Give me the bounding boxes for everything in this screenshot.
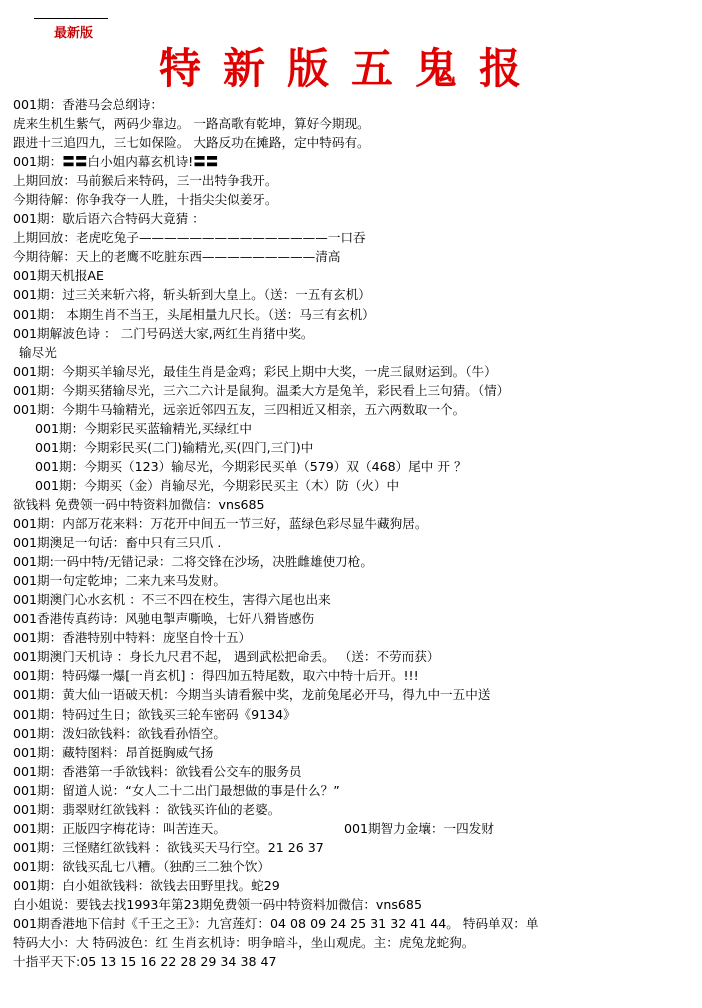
text-line: 001期：今期买猪输尽光，三六二六计是鼠狗。温柔大方是兔羊，彩民看上三句猜。（情） — [13, 382, 510, 398]
text-line: 001期澳门天机诗 ：身长九尺君不起， 遇到武松把命丢。 （送：不劳而获） — [13, 649, 440, 665]
text-line: 001期：歇后语六合特码大竟猜 ： — [13, 211, 205, 227]
text-line: 001期：今期买（123）输尽光，今期彩民买单（579）双（468）尾中 开 ？ — [35, 458, 467, 474]
text-line: 001期解波色诗 ： 二门号码送大家,两红生肖猪中奖。 — [13, 325, 314, 341]
text-line: 001期：泼妇欲钱料：欲钱看孙悟空。 — [13, 725, 226, 741]
text-line: 欲钱料 免费领一码中特资料加微信：vns685 — [13, 496, 265, 512]
text-line: 001期：欲钱买乱七八糟。（独酌三二独个饮） — [13, 858, 271, 874]
text-line-right: 001期智力金壤：一四发财 — [343, 820, 494, 836]
text-line: 001期：翡翠财红欲钱料 ：欲钱买许仙的老婆。 — [13, 801, 281, 817]
text-line: 输尽光 — [19, 344, 57, 360]
text-line: 001期一句定乾坤；二来九来马发财。 — [13, 573, 226, 589]
text-line: 特码大小：大 特码波色：红 生肖玄机诗：明争暗斗，坐山观虎。主：虎兔龙蛇狗。 — [13, 935, 475, 951]
text-line: 001期：今期买羊输尽光，最佳生肖是金鸡；彩民上期中大奖，一虎三鼠财运到。（牛） — [13, 363, 497, 379]
text-line: 001期：今期买（金）肖输尽光，今期彩民买主（木）防（火）中 — [35, 477, 400, 493]
text-line-pair — [13, 819, 699, 838]
text-line: 001期：黄大仙一语破天机：今期当头请看猴中奖，龙前兔尾必开马，得九中一五中送 — [13, 687, 491, 703]
page-title: 特新版五鬼报 — [158, 44, 543, 93]
text-line: 今期待解：你争我夺一人胜，十指尖尖似姜牙。 — [13, 192, 278, 208]
text-line: 001期：特码爆一爆[一肖玄机] ：得四加五特尾数，取六中特十后开。!!! — [13, 668, 419, 684]
text-line: 001期：白小姐欲钱料：欲钱去田野里找。蛇29 — [13, 877, 280, 893]
text-line: 001期：香港第一手欲钱料：欲钱看公交车的服务员 — [13, 763, 302, 779]
header-rule — [34, 18, 108, 19]
text-line: 001期澳足一句话：畜中只有三只爪 . — [13, 535, 222, 551]
text-line: 001期：特码过生日；欲钱买三轮车密码《9134》 — [13, 706, 296, 722]
text-line: 001期香港地下信封《千王之王》：九宫莲灯：04 08 09 24 25 31 32 41 44。 特码单双：单 — [13, 916, 539, 932]
edition-badge: 最新版 — [54, 26, 94, 41]
text-line: 001期：留道人说：“女人二十二出门最想做的事是什么？” — [13, 782, 340, 798]
text-line: 今期待解：天上的老鹰不吃脏东西—————————清高 — [13, 249, 341, 265]
text-line: 001期：香港特别中特料：庞坚自怜十五） — [13, 630, 252, 646]
text-line: 跟进十三追四九，三七如保险。 大路反功在摊路，定中特码有。 — [13, 135, 370, 151]
text-line: 001期：过三关来斩六将，斩头斩到大皇上。（送：一五有玄机） — [13, 287, 371, 303]
text-line: 001期：三怪赌红欲钱料 ：欲钱买天马行空。21 26 37 — [13, 839, 324, 855]
text-line: 001期：香港马会总纲诗： — [13, 97, 163, 112]
text-line: 001期：〓〓白小姐内幕玄机诗!〓〓 — [13, 154, 219, 170]
text-line: 001香港传真药诗：风驰电掣声嘶唤，七奸八猾皆感伤 — [13, 611, 315, 627]
text-line: 001期： 本期生肖不当王，头尾相量九尺长。（送：马三有玄机） — [13, 306, 375, 322]
text-body — [13, 95, 699, 971]
text-line: 001期：今期牛马输精光，远亲近邻四五友，三四相近又相亲，五六两数取一个。 — [13, 401, 466, 417]
text-line: 虎来生机生紫气，两码少靠边。 一路高歌有乾坤，算好今期现。 — [13, 116, 370, 132]
text-line: 十指平天下:05 13 15 16 22 28 29 34 38 47 — [13, 954, 277, 970]
text-line: 上期回放：老虎吃兔子———————————————一口吞 — [13, 230, 366, 246]
text-line: 001期：今期彩民买蓝输精光,买绿红中 — [35, 420, 252, 436]
text-line: 001期：藏特图料：昂首挺胸威气扬 — [13, 744, 214, 760]
text-line: 白小姐说：要钱去找1993年第23期免费领一码中特资料加微信：vns685 — [13, 896, 422, 912]
text-line: 001期:一码中特/无错记录：二将交锋在沙场，决胜雌雄使刀枪。 — [13, 554, 373, 570]
text-line: 001期：正版四字梅花诗：叫苦连天。 — [13, 820, 226, 836]
text-line: 001期天机报AE — [13, 268, 104, 284]
text-line: 上期回放：马前猴后来特码，三一出特争我开。 — [13, 173, 278, 189]
text-line: 001期澳门心水玄机 ：不三不四在校生，害得六尾也出来 — [13, 592, 331, 608]
text-line: 001期：今期彩民买(二门)输精光,买(四门,三门)中 — [35, 439, 314, 455]
text-line: 001期：内部万花来料：万花开中间五一节三好，蓝绿色彩尽显牛藏狗居。 — [13, 516, 428, 532]
